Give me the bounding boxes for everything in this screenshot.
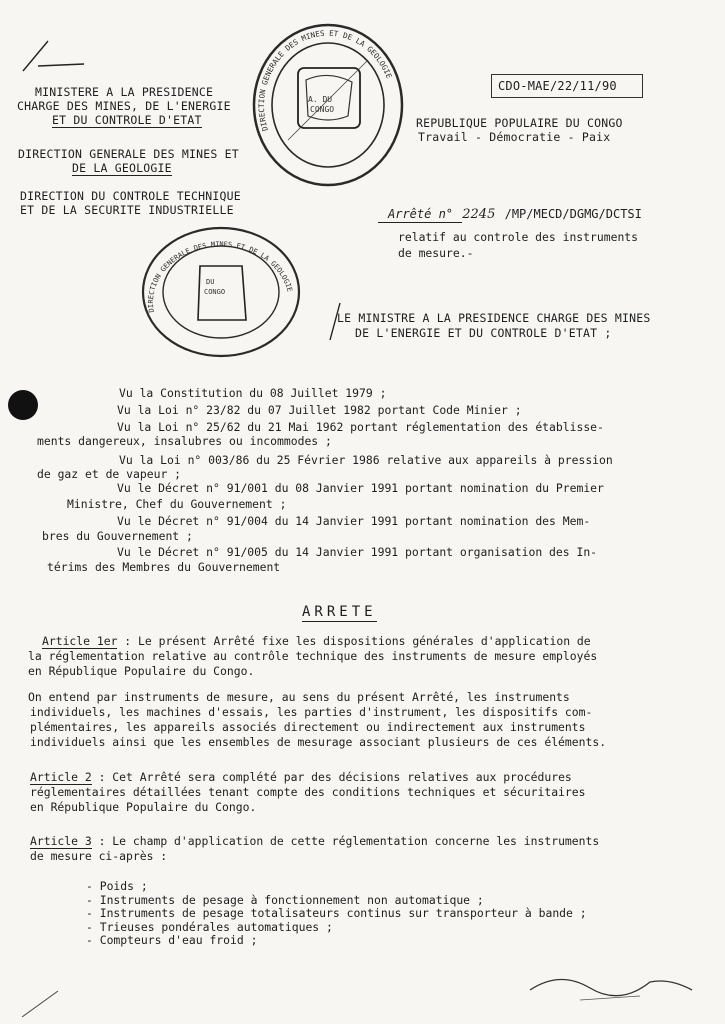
article-1-line-3: en République Populaire du Congo. [28, 664, 255, 678]
visa-5: Vu le Décret n° 91/001 du 08 Janvier 1991 portant nomination du Premier [117, 481, 604, 495]
visa-6: Vu le Décret n° 91/004 du 14 Janvier 1991 portant nomination des Mem- [117, 514, 591, 528]
visa-7-cont: térims des Membres du Gouvernement [47, 560, 281, 574]
visa-4: Vu la Loi n° 003/86 du 25 Février 1986 relative aux appareils à pression [119, 453, 613, 467]
middle-stamp-text: DIRECTION GENERALE DES MINES ET DE LA GEOLOGIE [146, 240, 294, 314]
svg-text:DIRECTION GENERALE DES MINES E [147, 240, 294, 313]
top-stamp-text: DIRECTION GENERALE DES MINES ET DE LA GEOLOGIE [256, 28, 394, 133]
list-item: - Instruments de pesage totalisateurs continus sur transporteur à bande ; [86, 906, 587, 921]
visa-2: Vu la Loi n° 23/82 du 07 Juillet 1982 portant Code Minier ; [117, 403, 522, 417]
direction-general-line-2: DE LA GEOLOGIE [72, 161, 172, 175]
minister-line-1: LE MINISTRE A LA PRESIDENCE CHARGE DES MINES [337, 311, 651, 325]
visa-6-cont: bres du Gouvernement ; [42, 529, 193, 543]
direction-general-line-1: DIRECTION GENERALE DES MINES ET [18, 147, 239, 161]
ministry-line-2: CHARGE DES MINES, DE L'ENERGIE [17, 99, 231, 113]
decree-subject-line-2: de mesure.- [398, 246, 474, 260]
instrument-list [86, 880, 587, 948]
article-3-label: Article 3 [30, 834, 92, 848]
instruments-para-line-1: On entend par instruments de mesure, au sens du présent Arrêté, les instruments [28, 690, 570, 704]
republic-name: REPUBLIQUE POPULAIRE DU CONGO [416, 116, 623, 130]
visa-5-cont: Ministre, Chef du Gouvernement ; [67, 497, 287, 511]
list-item: - Poids ; [86, 879, 148, 893]
svg-text:DIRECTION GENERALE DES MINES E [257, 29, 394, 133]
republic-motto: Travail - Démocratie - Paix [418, 130, 611, 144]
visa-7: Vu le Décret n° 91/005 du 14 Janvier 1991 portant organisation des In- [117, 545, 598, 559]
minister-line-2: DE L'ENERGIE ET DU CONTROLE D'ETAT ; [355, 326, 612, 340]
decree-number-prefix: Arrêté n° [388, 207, 454, 221]
decree-number-suffix: /MP/MECD/DGMG/DCTSI [504, 207, 642, 221]
minister-bracket [326, 300, 346, 344]
punch-hole [8, 390, 38, 420]
corner-scribble [18, 36, 88, 76]
visa-3-cont: ments dangereux, insalubres ou incommodes ; [37, 434, 332, 448]
bottom-left-mark [18, 985, 78, 1021]
visa-4-cont: de gaz et de vapeur ; [37, 467, 182, 481]
decree-number: 2245 [462, 207, 496, 222]
article-3-line-1 [30, 834, 599, 848]
ministry-line-3: ET DU CONTROLE D'ETAT [52, 113, 202, 127]
ministry-line-1: MINISTERE A LA PRESIDENCE [35, 85, 214, 99]
svg-text:A. DU: A. DU [308, 95, 333, 104]
svg-text:CONGO: CONGO [310, 105, 335, 114]
article-1-line-1 [42, 634, 591, 648]
svg-text:CONGO: CONGO [204, 288, 226, 296]
visa-3: Vu la Loi n° 25/62 du 21 Mai 1962 portant réglementation des établisse- [117, 420, 604, 434]
article-2-text-1: : Cet Arrêté sera complété par des décisions relatives aux procédures [98, 770, 572, 784]
decree-subject-line-1: relatif au controle des instruments [398, 230, 639, 244]
article-2-label: Article 2 [30, 770, 92, 784]
direction-control-line-1: DIRECTION DU CONTROLE TECHNIQUE [20, 189, 241, 203]
article-2-line-3: en République Populaire du Congo. [30, 800, 257, 814]
article-3-line-2: de mesure ci-après : [30, 849, 168, 863]
top-stamp-ring-text [248, 20, 408, 190]
article-1-label: Article 1er [42, 634, 118, 648]
svg-text:DU: DU [206, 278, 215, 286]
list-item: - Compteurs d'eau froid ; [86, 933, 258, 948]
instruments-para-line-4: individuels ainsi que les ensembles de mesurage associant plusieurs de ces éléments. [30, 735, 607, 749]
article-3-text-1: : Le champ d'application de cette réglementation concerne les instruments [98, 834, 600, 848]
article-2-line-1 [30, 770, 572, 784]
article-2-line-2: réglementaires détaillées tenant compte des conditions techniques et sécuritaires [30, 785, 586, 799]
decree-underline [378, 222, 462, 223]
instruments-para-line-2: individuels, les machines d'essais, les parties d'instrument, les dispositifs com- [30, 705, 593, 719]
reference-box [491, 74, 643, 98]
list-item: - Trieuses pondérales automatiques ; [86, 919, 333, 934]
list-item: - Instruments de pesage à fonctionnement non automatique ; [86, 892, 484, 907]
signature-mark [520, 960, 700, 1010]
decree-number-line [388, 207, 642, 222]
direction-control-line-2: ET DE LA SECURITE INDUSTRIELLE [20, 203, 234, 217]
document-title: ARRETE [302, 604, 377, 620]
article-1-line-2: la réglementation relative au contrôle technique des instruments de mesure employés [28, 649, 598, 663]
article-1-text-1: : Le présent Arrêté fixe les dispositions générales d'application de [124, 634, 591, 648]
instruments-para-line-3: plémentaires, les appareils associés directement ou indirectement aux instruments [30, 720, 586, 734]
reference-number: CDO-MAE/22/11/90 [498, 79, 617, 93]
visa-1: Vu la Constitution du 08 Juillet 1979 ; [119, 386, 387, 400]
middle-stamp-ring-text [138, 222, 304, 362]
